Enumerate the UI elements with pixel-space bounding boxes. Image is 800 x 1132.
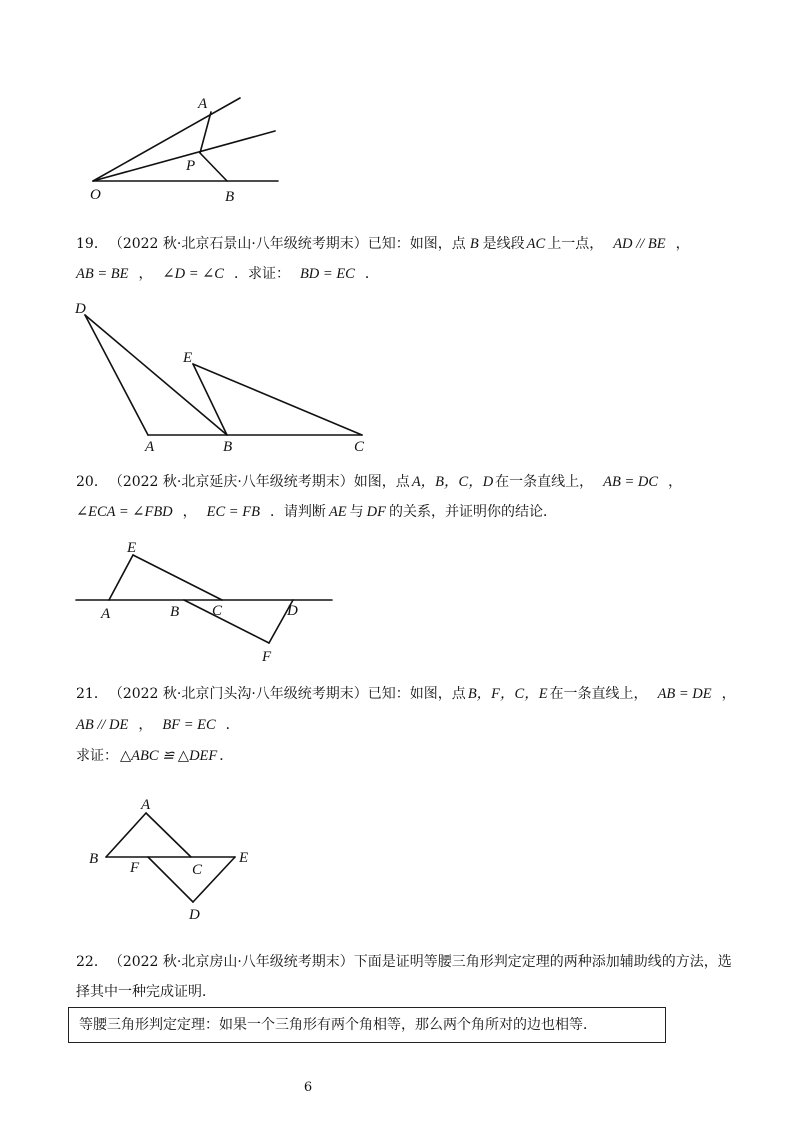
math-points: B，F，C，E: [467, 686, 548, 702]
label-a: A: [198, 96, 208, 112]
question-text: 在一条直线上，: [495, 474, 594, 490]
question-number: 22．: [76, 954, 108, 970]
question-text: （2022 秋·北京延庆·八年级统考期末）如图，点: [115, 474, 410, 490]
label-e: E: [183, 350, 193, 366]
question-number: 20．: [76, 474, 108, 490]
question-text: 的关系，并证明你的结论．: [389, 504, 557, 520]
label-f: F: [262, 649, 272, 665]
theorem-text: 等腰三角形判定定理：如果一个三角形有两个角相等，那么两个角所对的边也相等．: [79, 1017, 597, 1033]
question-19-line-2: [76, 265, 379, 283]
segment-ba: [106, 813, 146, 857]
label-d: D: [75, 301, 86, 317]
question-21-line-2: [76, 716, 240, 734]
label-c: C: [192, 862, 203, 878]
question-text: （2022 秋·北京房山·八年级统考期末）下面是证明等腰三角形判定定理的两种添加辅助线的方法，选: [115, 954, 732, 970]
math-b: B: [469, 236, 479, 252]
figure-q20: [70, 535, 340, 665]
label-b: B: [223, 439, 233, 455]
question-number: 21．: [76, 686, 108, 702]
label-a: A: [141, 797, 151, 813]
question-20-line-1: [76, 473, 682, 491]
punct: ，: [138, 717, 153, 733]
segment-da: [85, 315, 148, 435]
label-b: B: [225, 189, 235, 205]
math-points: A，B，C，D: [411, 474, 494, 490]
label-a: A: [145, 439, 155, 455]
punct: ，: [138, 266, 153, 282]
math-condition: AB // DE: [76, 717, 129, 733]
label-o: O: [90, 187, 101, 203]
segment-bf: [184, 600, 269, 643]
math-condition: AB = BE: [76, 266, 129, 282]
punct: ．: [225, 717, 240, 733]
page-number: 6: [303, 1080, 313, 1095]
label-p: P: [186, 158, 196, 174]
punct: ，: [668, 474, 683, 490]
math-ac: AC: [526, 236, 546, 252]
math-condition: AB = DC: [603, 474, 659, 490]
figure-q21: [85, 790, 275, 925]
segment-pb: [200, 153, 227, 181]
question-text: （2022 秋·北京门头沟·八年级统考期末）已知：如图，点: [115, 686, 466, 702]
question-text: 求证：: [76, 748, 118, 764]
question-22-line-1: [76, 953, 732, 971]
segment-fd: [148, 857, 193, 902]
question-21-line-1: [76, 685, 736, 703]
ray-oa: [93, 98, 240, 181]
label-e: E: [127, 540, 137, 556]
math-prove: △ABC ≌ △DEF: [120, 748, 218, 764]
segment-eb: [193, 364, 227, 435]
label-f: F: [130, 860, 140, 876]
question-number: 19．: [76, 236, 108, 252]
punct: ．: [219, 748, 234, 764]
punct: ，: [721, 686, 736, 702]
ray-op: [93, 131, 275, 181]
label-e: E: [239, 850, 249, 866]
segment-db: [85, 315, 227, 435]
math-condition: EC = FB: [206, 504, 260, 520]
question-text: ．求证：: [233, 266, 290, 282]
figure-q19: [70, 298, 390, 458]
question-22-line-2: [76, 983, 216, 1001]
math-condition: BF = EC: [162, 717, 216, 733]
punct: ．: [364, 266, 379, 282]
segment-ae: [109, 555, 133, 600]
math-prove: BD = EC: [299, 266, 355, 282]
label-d: D: [189, 907, 200, 923]
math-condition: ∠D = ∠C: [162, 266, 224, 282]
question-text: 在一条直线上，: [549, 686, 648, 702]
question-19-line-1: [76, 235, 690, 253]
label-b: B: [170, 604, 180, 620]
label-c: C: [212, 603, 223, 619]
label-b: B: [89, 851, 99, 867]
segment-ac: [146, 813, 191, 857]
math-ae: AE: [328, 504, 347, 520]
label-a: A: [101, 606, 111, 622]
question-text: （2022 秋·北京石景山·八年级统考期末）已知：如图，点: [115, 236, 466, 252]
math-df: DF: [366, 504, 386, 520]
segment-ec: [133, 555, 222, 600]
question-text: 上一点，: [547, 236, 604, 252]
math-condition: AD // BE: [613, 236, 666, 252]
segment-ec: [193, 364, 362, 435]
figure-angle-opb: [80, 90, 300, 210]
label-d: D: [287, 603, 298, 619]
label-c: C: [354, 439, 365, 455]
question-21-line-3: [76, 747, 233, 765]
theorem-box: [68, 1007, 666, 1043]
question-text: 与: [349, 504, 364, 520]
punct: ，: [182, 504, 197, 520]
math-condition: ∠ECA = ∠FBD: [76, 504, 173, 520]
question-text: 是线段: [482, 236, 525, 252]
punct: ，: [675, 236, 690, 252]
question-20-line-2: [76, 503, 557, 521]
question-text: ．请判断: [269, 504, 326, 520]
math-condition: AB = DE: [657, 686, 712, 702]
question-text: 择其中一种完成证明．: [76, 984, 216, 1000]
